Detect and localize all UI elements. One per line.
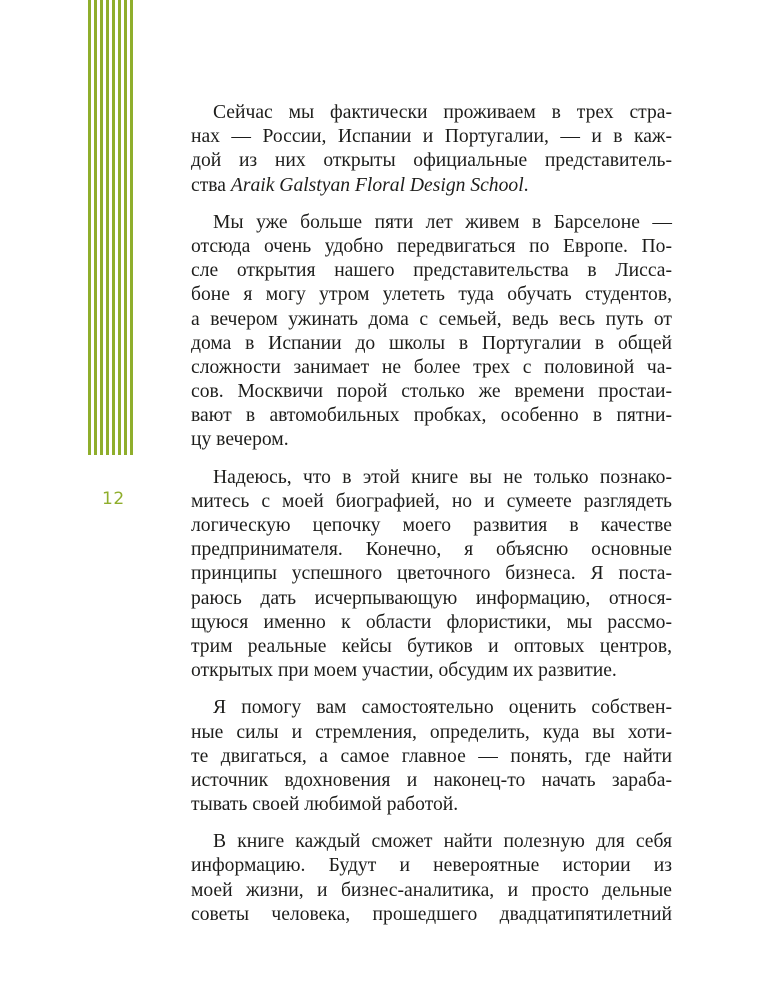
decorative-line [118, 0, 121, 455]
text-line: а вечером ужинать дома с семьей, ведь весь путь от [191, 308, 672, 330]
decorative-line [88, 0, 91, 455]
text-line: советы человека, прошедшего двадцатипятилетний [191, 903, 672, 925]
decorative-line [130, 0, 133, 455]
text-line: раюсь дать исчерпывающую информацию, относя- [191, 587, 672, 609]
text-line: сов. Москвичи порой столько же времени простаи- [191, 381, 672, 403]
text-line: боне я могу утром улететь туда обучать студентов, [191, 284, 672, 306]
paragraph [191, 466, 672, 684]
italic-school-name: Araik Galstyan Floral Design School [230, 174, 524, 196]
body-text [191, 101, 672, 940]
text-line [191, 174, 672, 198]
decorative-line [106, 0, 109, 455]
text-line: сложности занимает не более трех с половиной ча- [191, 356, 672, 378]
paragraph [191, 696, 672, 817]
text-fragment: . [523, 174, 529, 196]
text-line: открытых при моем участии, обсудим их развитие. [191, 660, 617, 682]
text-line: цу вечером. [191, 429, 289, 451]
paragraph [191, 211, 672, 453]
text-line: ные силы и стремления, определить, куда вы хоти- [191, 721, 672, 743]
text-line: трим реальные кейсы бутиков и оптовых центров, [191, 635, 672, 657]
decorative-line [100, 0, 103, 455]
text-line: предпринимателя. Конечно, я объясню основные [191, 539, 672, 561]
text-line: вают в автомобильных пробках, особенно в пятни- [191, 405, 672, 427]
text-line: те двигаться, а самое главное — понять, где найти [191, 745, 672, 767]
text-line: источник вдохновения и наконец-то начать зараба- [191, 769, 672, 791]
text-line: логическую цепочку моего развития в качестве [191, 515, 672, 536]
text-line: моей жизни, и бизнес-аналитика, и просто дельные [191, 879, 672, 901]
text-line: Сейчас мы фактически проживаем в трех стра- [213, 102, 672, 123]
paragraph [191, 101, 672, 198]
text-line: Мы уже больше пяти лет живем в Барселоне — [213, 211, 672, 233]
text-line: дой из них открыты официальные представитель- [191, 150, 672, 172]
decorative-line [124, 0, 127, 455]
text-line: нах — России, Испании и Португалии, — и в каж- [191, 126, 672, 148]
text-line: Я помогу вам самостоятельно оценить собствен- [213, 697, 672, 719]
text-fragment: ства [191, 174, 231, 196]
text-line: отсюда очень удобно передвигаться по Европе. По- [191, 235, 672, 257]
text-line: принципы успешного цветочного бизнеса. Я поста- [191, 563, 672, 585]
paragraph [191, 830, 672, 927]
page-number: 12 [102, 489, 125, 509]
text-line: В книге каждый сможет найти полезную для себя [213, 831, 672, 853]
decorative-vertical-lines [88, 0, 134, 455]
text-line: Надеюсь, что в этой книге вы не только познако- [213, 466, 672, 488]
text-line: щуюся именно к области флористики, мы рассмо- [191, 611, 672, 633]
text-line: митесь с моей биографией, но и сумеете разглядеть [191, 490, 672, 512]
text-line: тывать своей любимой работой. [191, 794, 459, 816]
text-line: дома в Испании до школы в Португалии в общей [191, 332, 672, 354]
decorative-line [94, 0, 97, 455]
decorative-line [112, 0, 115, 455]
text-line: сле открытия нашего представительства в Лисса- [191, 260, 672, 282]
text-line: информацию. Будут и невероятные истории из [191, 855, 672, 877]
